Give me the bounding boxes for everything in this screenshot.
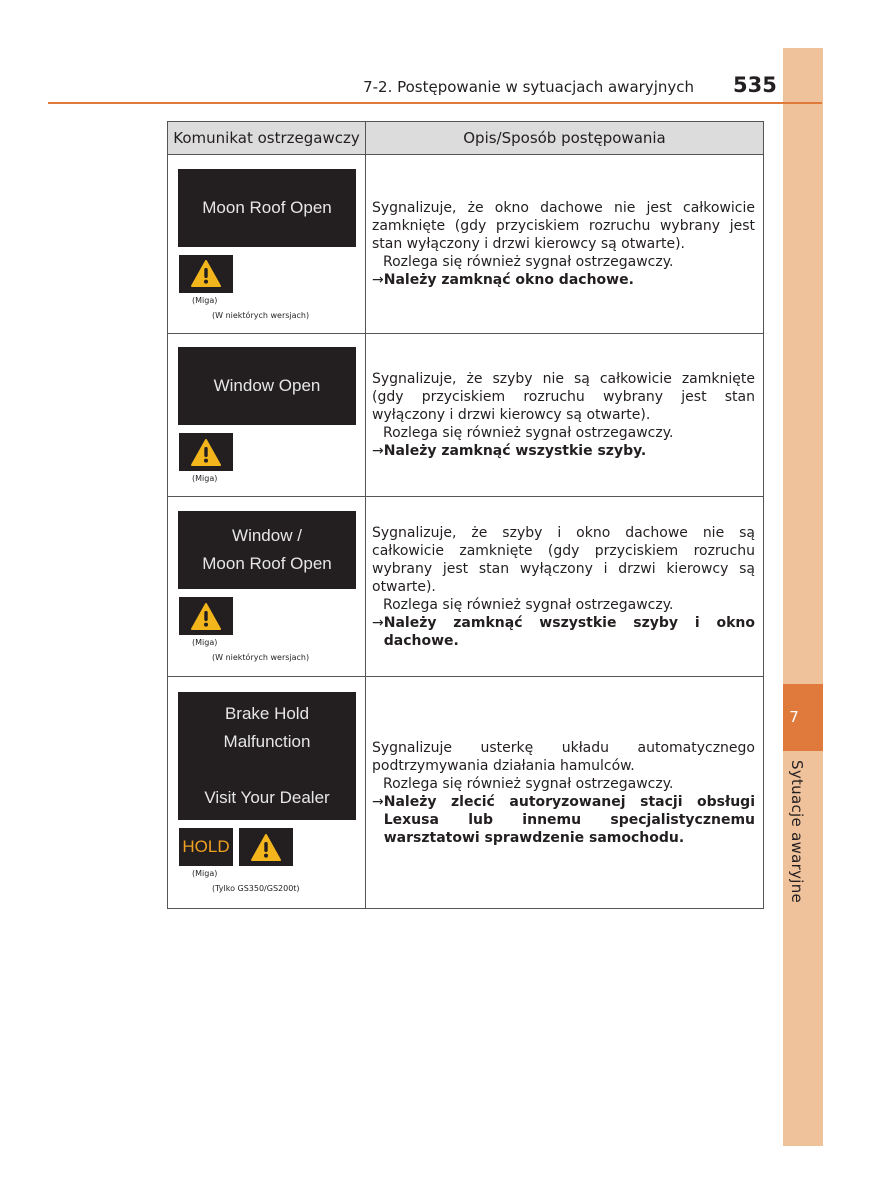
page-number: 535 [733, 73, 777, 97]
message-cell [168, 155, 366, 334]
arrow-icon: → [372, 614, 384, 631]
warning-triangle-icon [179, 433, 233, 471]
description-cell [366, 497, 764, 677]
display-line: Moon Roof Open [202, 554, 332, 573]
blink-note: (Miga) [192, 638, 218, 647]
display-line: Brake Hold [224, 704, 310, 723]
description-text: Sygnalizuje usterkę układu automatycznego podtrzymywania działania hamulców. [372, 739, 755, 774]
description [366, 370, 763, 460]
version-note: (Tylko GS350/GS200t) [212, 884, 300, 893]
arrow-icon: → [372, 272, 384, 288]
column-header-description: Opis/Sposób postępowania [366, 122, 764, 155]
description-cell [366, 334, 764, 497]
description-sound: Rozlega się również sygnał ostrzegawczy. [383, 596, 674, 613]
display-line: Malfunction [223, 732, 311, 751]
description-sound: Rozlega się również sygnał ostrzegawczy. [383, 775, 674, 792]
description-cell [366, 155, 764, 334]
side-tab-strip [783, 48, 823, 1146]
action-line [372, 614, 755, 650]
message-cell [168, 677, 366, 909]
action-text: Należy zamknąć okno dachowe. [383, 272, 634, 288]
arrow-icon: → [372, 793, 384, 810]
display-line: Window / [232, 526, 302, 545]
display-message [178, 511, 356, 589]
table-row [168, 677, 764, 909]
display-line: Window Open [213, 376, 321, 395]
warning-triangle-icon [179, 597, 233, 635]
header-rule [48, 102, 822, 104]
icon-row [179, 255, 365, 293]
action-text: Należy zamknąć wszystkie szyby. [383, 443, 647, 459]
description [366, 199, 763, 289]
table-header-row [168, 122, 764, 155]
icon-row [179, 597, 365, 635]
chapter-number: 7 [789, 708, 799, 726]
display-line: Moon Roof Open [202, 197, 332, 217]
description-sound: Rozlega się również sygnał ostrzegawczy. [383, 425, 674, 441]
description-cell [366, 677, 764, 909]
display-spacer [178, 756, 356, 784]
message-cell [168, 334, 366, 497]
table-row [168, 497, 764, 677]
arrow-icon: → [372, 443, 384, 459]
blink-note: (Miga) [192, 474, 218, 483]
icon-row [179, 828, 365, 866]
action-line [372, 442, 755, 460]
description-text: Sygnalizuje, że szyby i okno dachowe nie są całkowicie zamknięte (gdy przyciskiem rozruchu wybrany jest stan wyłączony i drzwi kierowcy są otwarte). [372, 524, 755, 595]
blink-note: (Miga) [192, 869, 218, 878]
display-message [178, 347, 356, 425]
column-header-message: Komunikat ostrzegawczy [168, 122, 366, 155]
chapter-title: Sytuacje awaryjne [788, 760, 806, 904]
action-text: Należy zlecić autoryzowanej stacji obsługi Lexusa lub innemu specjalistycznemu warsztatowi sprawdzenie samochodu. [383, 793, 755, 846]
table-row [168, 334, 764, 497]
version-note: (W niektórych wersjach) [212, 653, 310, 662]
warning-table [167, 121, 764, 909]
icon-row [179, 433, 365, 471]
display-line: Visit Your Dealer [204, 788, 330, 807]
display-message [178, 169, 356, 247]
hold-indicator-icon: HOLD [179, 828, 233, 866]
description [366, 739, 763, 847]
action-text: Należy zamknąć wszystkie szyby i okno dachowe. [383, 614, 755, 649]
description [366, 524, 763, 650]
description-sound: Rozlega się również sygnał ostrzegawczy. [383, 254, 674, 270]
message-cell [168, 497, 366, 677]
action-line [372, 271, 755, 289]
section-title: 7-2. Postępowanie w sytuacjach awaryjnych [363, 78, 694, 96]
table-row [168, 155, 764, 334]
version-note: (W niektórych wersjach) [212, 310, 310, 320]
warning-triangle-icon [179, 255, 233, 293]
blink-note: (Miga) [192, 295, 218, 305]
description-text: Sygnalizuje, że okno dachowe nie jest całkowicie zamknięte (gdy przyciskiem rozruchu wybrany jest stan wyłączony i drzwi kierowcy są otwarte). [372, 200, 755, 252]
warning-triangle-icon [239, 828, 293, 866]
display-message [178, 692, 356, 820]
description-text: Sygnalizuje, że szyby nie są całkowicie zamknięte (gdy przyciskiem rozruchu wybrany jest stan wyłączony i drzwi kierowcy są otwarte). [372, 371, 755, 423]
action-line [372, 793, 755, 847]
